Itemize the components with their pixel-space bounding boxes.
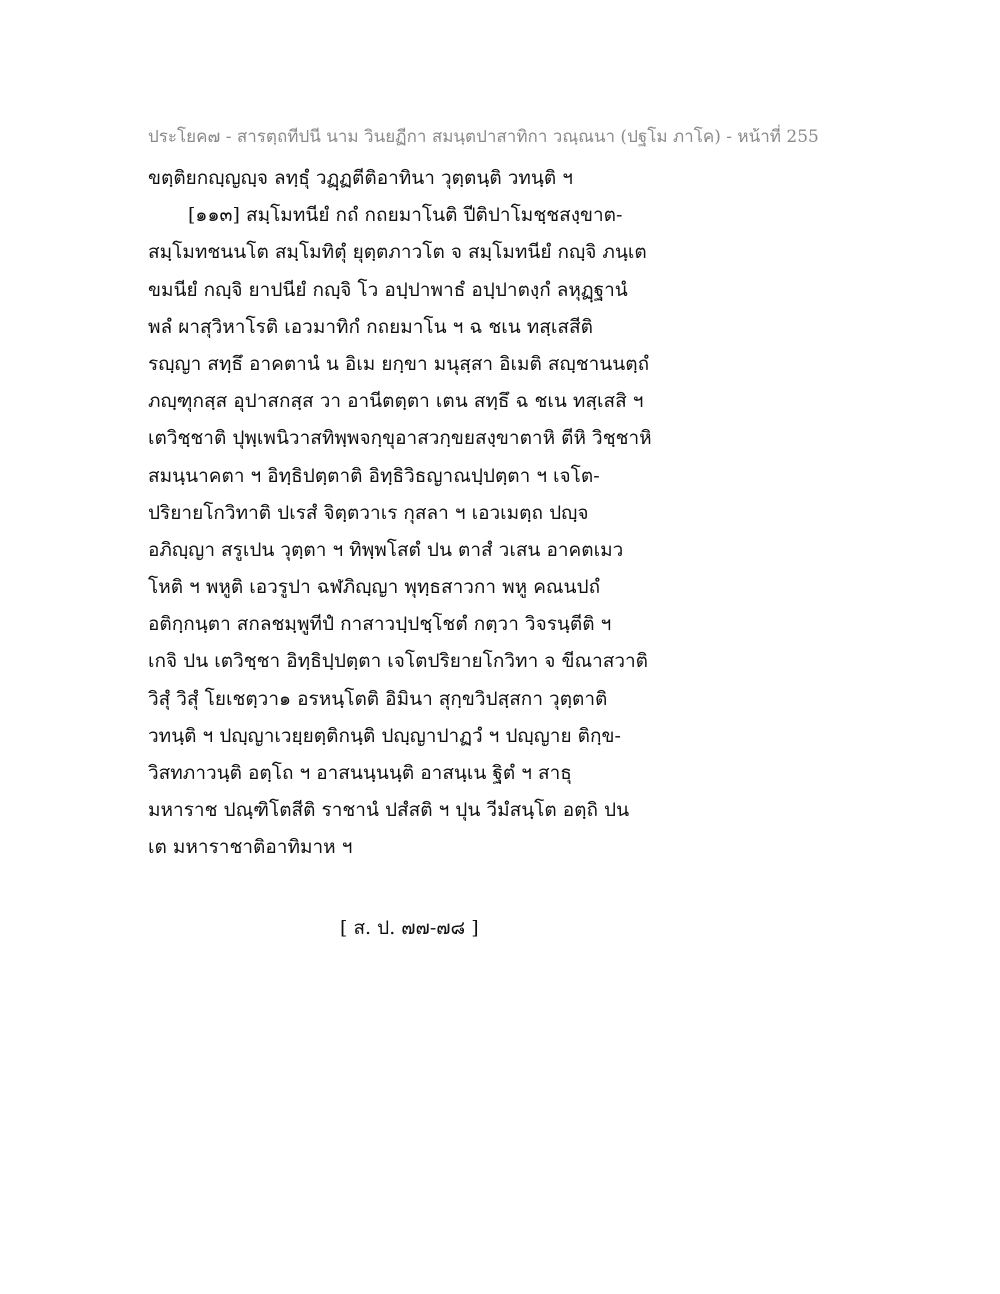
text-line: อติกฺกนฺตา สกลชมฺพูทีปํ กาสาวปฺปชฺโชตํ กตฺวา วิจรนฺตีติ ฯ — [148, 613, 612, 636]
text-line: รญฺญา สทฺธึ อาคตานํ น อิเม ยกฺขา มนุสฺสา อิเมติ สญฺชานนตฺถํ — [148, 352, 650, 375]
text-line: สมนฺนาคตา ฯ อิทฺธิปตฺตาติ อิทฺธิวิธญาณปฺปตฺตา ฯ เจโต- — [148, 464, 600, 487]
text-line: เตวิชฺชาติ ปุพฺเพนิวาสทิพฺพจกฺขุอาสวกฺขยสงฺขาตาหิ ตีหิ วิชฺชาหิ — [148, 427, 652, 450]
running-header: ประโยค๗ - สารตฺถทีปนี นาม วินยฏีกา สมนฺตปาสาทิกา วณฺณนา (ปฐโม ภาโค) - หน้าที่ 255 — [148, 127, 819, 147]
text-line: วิสุํ วิสุํ โยเชตฺวา๑ อรหนฺโตติ อิมินา สุกฺขวิปสฺสกา วุตฺตาติ — [148, 687, 608, 710]
text-line: โหติ ฯ พหูติ เอวรูปา ฉฬภิญฺญา พุทฺธสาวกา พหู คณนปถํ — [148, 576, 601, 599]
text-line: เกจิ ปน เตวิชฺชา อิทฺธิปฺปตฺตา เจโตปริยายโกวิทา จ ขีณาสวาติ — [148, 650, 649, 673]
body-text — [148, 160, 668, 867]
paragraph-start-line: [๑๑๓] สมฺโมทนียํ กถํ กถยมาโนติ ปีติปาโมชฺชสงฺขาต- — [188, 204, 623, 227]
text-line: สมฺโมทชนนโต สมฺโมทิตุํ ยุตฺตภาวโต จ สมฺโมทนียํ กญฺจิ ภนฺเต — [148, 241, 647, 264]
text-line: วทนฺติ ฯ ปญฺญาเวยฺยตฺติกนฺติ ปญฺญาปาฏวํ ฯ ปญฺญาย ติกฺข- — [148, 724, 621, 747]
text-line: ขตฺติยกญฺญญฺจ ลทฺธุํ วฏฺฏตีติอาทินา วุตฺตนฺติ วทนฺติ ฯ — [148, 167, 573, 189]
text-line: เต มหาราชาติอาทิมาห ฯ — [148, 836, 353, 859]
text-line: มหาราช ปณฺฑิโตสีติ ราชานํ ปสํสติ ฯ ปุน วีมํสนฺโต อตฺถิ ปน — [148, 799, 630, 822]
text-line: ปริยายโกวิทาติ ปเรสํ จิตฺตวาเร กุสลา ฯ เอวเมตฺถ ปญฺจ — [148, 501, 589, 524]
text-line: พลํ ผาสุวิหาโรติ เอวมาทิกํ กถยมาโน ฯ ฉ ชเน ทสฺเสสีติ — [148, 315, 593, 338]
source-reference: [ ส. ป. ๗๗-๗๘ ] — [340, 917, 479, 939]
text-line: ขมนียํ กญฺจิ ยาปนียํ กญฺจิ โว อปฺปาพาธํ อปฺปาตงฺกํ ลหุฏฺฐานํ — [148, 278, 628, 301]
text-line: ภญฺฑุกสฺส อุปาสกสฺส วา อานีตตฺตา เตน สทฺธึ ฉ ชเน ทสฺเสสิ ฯ — [148, 390, 644, 413]
text-line: อภิญฺญา สรูเปน วุตฺตา ฯ ทิพฺพโสตํ ปน ตาสํ วเสน อาคตเมว — [148, 538, 624, 561]
text-line: วิสทภาวนฺติ อตฺโถ ฯ อาสนนฺนนฺติ อาสนฺเน ฐิตํ ฯ สาธุ — [148, 762, 572, 784]
